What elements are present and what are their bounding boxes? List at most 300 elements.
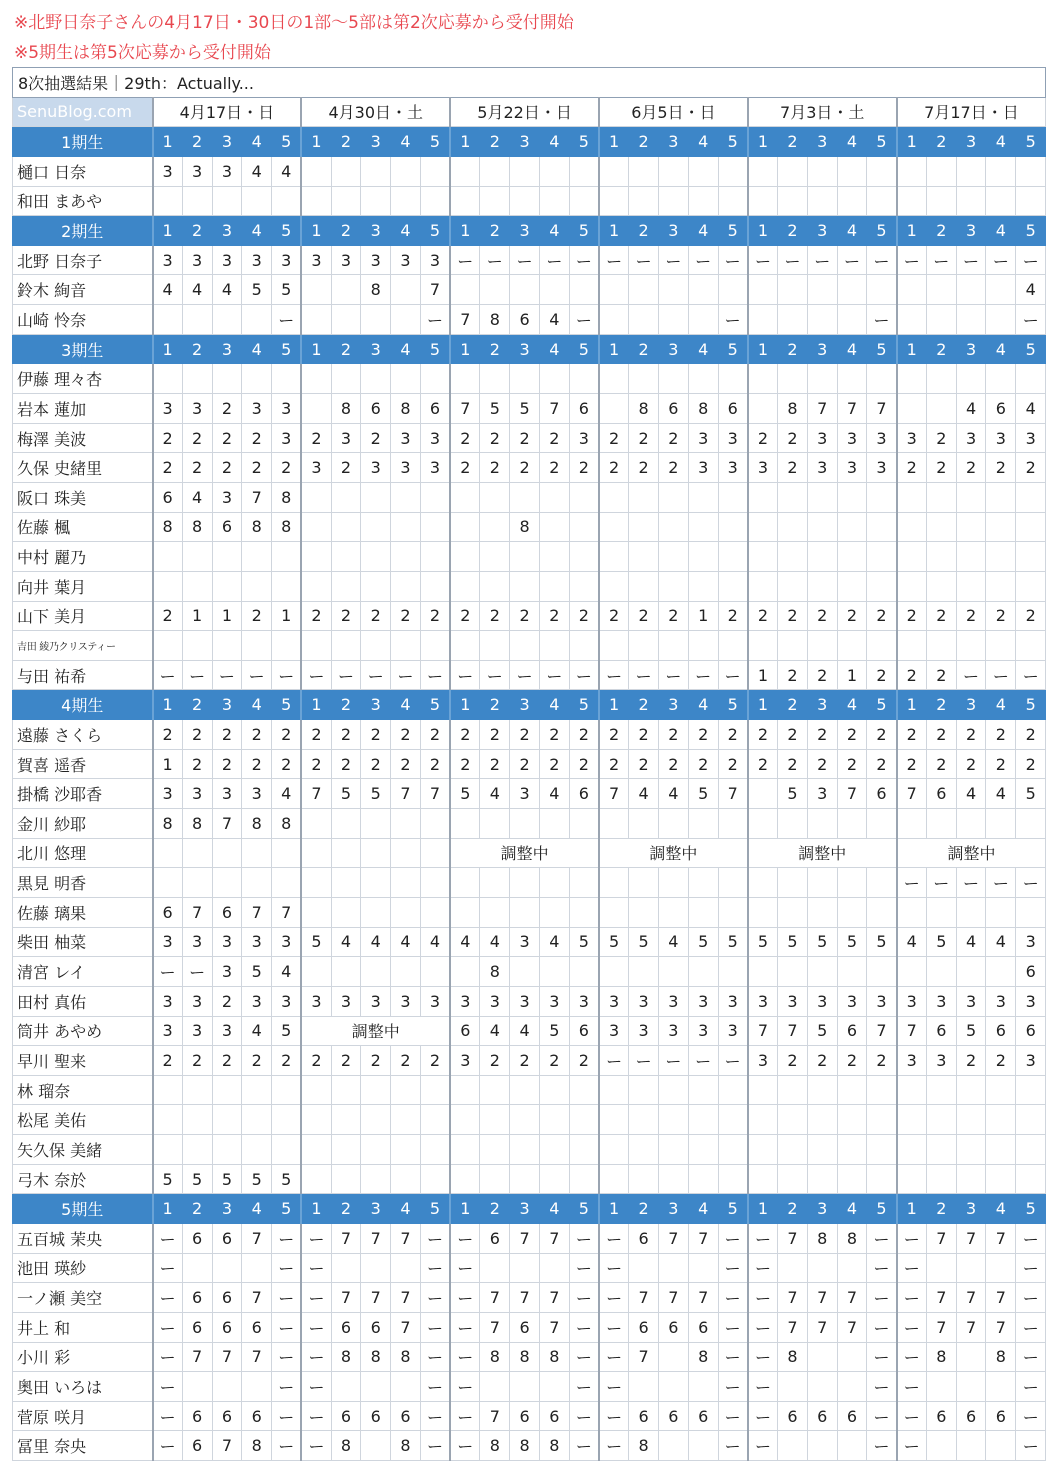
result-cell: 2 xyxy=(420,749,450,779)
result-cell: 7 xyxy=(599,779,629,809)
result-cell: 3 xyxy=(391,453,421,483)
result-cell xyxy=(480,868,510,898)
result-cell xyxy=(926,1135,956,1165)
result-cell xyxy=(867,897,897,927)
part-number: 2 xyxy=(480,216,510,246)
result-cell xyxy=(450,868,480,898)
result-cell: 6 xyxy=(153,482,183,512)
result-cell: 7 xyxy=(480,1312,510,1342)
result-cell: ー xyxy=(450,1312,480,1342)
result-cell: 4 xyxy=(420,927,450,957)
result-cell xyxy=(956,275,986,305)
result-cell xyxy=(956,364,986,394)
result-cell: 6 xyxy=(480,1223,510,1253)
result-cell xyxy=(212,1105,242,1135)
result-cell: 3 xyxy=(391,986,421,1016)
part-number: 1 xyxy=(897,1194,927,1224)
result-cell: 3 xyxy=(807,453,837,483)
result-cell: 6 xyxy=(867,779,897,809)
generation-header-row xyxy=(13,216,1046,246)
result-cell: ー xyxy=(718,1046,748,1076)
result-cell xyxy=(897,571,927,601)
result-cell: 3 xyxy=(1016,927,1046,957)
result-cell: 2 xyxy=(897,749,927,779)
result-cell xyxy=(301,482,331,512)
result-cell: 3 xyxy=(510,779,540,809)
part-number: 3 xyxy=(956,1194,986,1224)
result-cell: ー xyxy=(748,245,778,275)
result-cell xyxy=(837,897,867,927)
result-cell xyxy=(420,868,450,898)
result-cell xyxy=(867,156,897,186)
result-cell: 7 xyxy=(778,1283,808,1313)
result-cell xyxy=(331,542,361,572)
result-cell xyxy=(688,542,718,572)
result-cell: 2 xyxy=(331,720,361,750)
result-cell: 7 xyxy=(897,1016,927,1046)
result-cell: 6 xyxy=(510,1401,540,1431)
result-cell: 2 xyxy=(599,601,629,631)
result-cell: 7 xyxy=(539,1312,569,1342)
result-cell: 2 xyxy=(301,749,331,779)
result-cell: 3 xyxy=(629,1016,659,1046)
result-cell: 2 xyxy=(956,601,986,631)
result-cell xyxy=(272,868,302,898)
result-cell xyxy=(956,482,986,512)
result-cell: ー xyxy=(599,1223,629,1253)
result-cell xyxy=(778,897,808,927)
result-cell: 3 xyxy=(361,453,391,483)
result-cell: 7 xyxy=(956,1312,986,1342)
result-cell xyxy=(986,364,1016,394)
result-cell xyxy=(926,512,956,542)
part-number: 5 xyxy=(420,127,450,157)
result-cell: 7 xyxy=(629,1283,659,1313)
result-cell: 7 xyxy=(539,1283,569,1313)
result-cell: 2 xyxy=(807,601,837,631)
result-cell: 6 xyxy=(153,897,183,927)
result-cell: 5 xyxy=(748,927,778,957)
result-cell: 3 xyxy=(837,453,867,483)
result-cell: 7 xyxy=(926,1283,956,1313)
result-cell xyxy=(450,1135,480,1165)
result-cell xyxy=(926,275,956,305)
result-cell: 3 xyxy=(153,779,183,809)
result-cell xyxy=(718,1135,748,1165)
result-cell xyxy=(539,809,569,839)
result-cell xyxy=(926,1075,956,1105)
result-cell: ー xyxy=(748,1312,778,1342)
result-cell: 8 xyxy=(480,305,510,335)
result-cell xyxy=(182,542,212,572)
result-cell: 2 xyxy=(450,749,480,779)
result-cell xyxy=(629,1372,659,1402)
result-cell: 4 xyxy=(659,779,689,809)
result-cell xyxy=(450,571,480,601)
result-cell: 4 xyxy=(242,156,272,186)
result-cell: 2 xyxy=(510,423,540,453)
result-cell: ー xyxy=(153,1253,183,1283)
part-number: 2 xyxy=(182,127,212,157)
result-cell xyxy=(778,364,808,394)
result-cell xyxy=(1016,571,1046,601)
result-cell: 3 xyxy=(688,453,718,483)
result-cell: 3 xyxy=(242,927,272,957)
result-cell: ー xyxy=(450,660,480,690)
result-cell xyxy=(272,1075,302,1105)
result-cell: 5 xyxy=(599,927,629,957)
part-number: 3 xyxy=(212,334,242,364)
result-cell: ー xyxy=(539,660,569,690)
result-cell: 6 xyxy=(182,1283,212,1313)
result-cell xyxy=(539,897,569,927)
result-cell: ー xyxy=(599,245,629,275)
result-cell xyxy=(361,1431,391,1461)
result-cell: 2 xyxy=(212,394,242,424)
part-number: 2 xyxy=(926,127,956,157)
result-cell: 6 xyxy=(182,1401,212,1431)
part-number: 3 xyxy=(807,690,837,720)
result-cell: 7 xyxy=(837,1283,867,1313)
result-cell xyxy=(569,1135,599,1165)
result-cell: ー xyxy=(629,245,659,275)
result-cell xyxy=(420,838,450,868)
member-row xyxy=(13,1342,1046,1372)
result-cell xyxy=(242,868,272,898)
notice-5th-gen: ※5期生は第5次応募から受付開始 xyxy=(14,43,271,63)
member-row xyxy=(13,809,1046,839)
result-cell: 3 xyxy=(837,423,867,453)
result-cell: ー xyxy=(450,1401,480,1431)
part-number: 3 xyxy=(510,334,540,364)
part-number: 3 xyxy=(361,334,391,364)
part-number: 5 xyxy=(272,216,302,246)
result-cell: 2 xyxy=(212,749,242,779)
result-cell xyxy=(718,542,748,572)
result-cell: 2 xyxy=(153,1046,183,1076)
result-cell xyxy=(807,512,837,542)
result-cell xyxy=(837,1105,867,1135)
result-cell: ー xyxy=(629,1046,659,1076)
result-cell xyxy=(897,186,927,216)
result-cell xyxy=(629,957,659,987)
part-number: 3 xyxy=(361,216,391,246)
result-cell xyxy=(807,542,837,572)
result-cell: 3 xyxy=(242,986,272,1016)
result-cell: 3 xyxy=(182,394,212,424)
result-cell xyxy=(480,542,510,572)
part-number: 1 xyxy=(897,127,927,157)
result-cell xyxy=(450,1164,480,1194)
result-cell xyxy=(807,1253,837,1283)
result-cell: 8 xyxy=(391,1431,421,1461)
result-cell xyxy=(659,482,689,512)
result-cell xyxy=(539,542,569,572)
result-cell: 7 xyxy=(926,1223,956,1253)
part-number: 1 xyxy=(450,1194,480,1224)
generation-label: 3期生 xyxy=(13,334,153,364)
result-cell xyxy=(867,571,897,601)
result-cell xyxy=(926,1164,956,1194)
result-cell xyxy=(629,809,659,839)
result-cell xyxy=(361,156,391,186)
result-cell xyxy=(807,957,837,987)
result-cell xyxy=(1016,156,1046,186)
result-cell: ー xyxy=(450,1431,480,1461)
part-number: 4 xyxy=(688,216,718,246)
result-cell xyxy=(212,1372,242,1402)
result-cell: ー xyxy=(986,245,1016,275)
result-cell: 2 xyxy=(867,720,897,750)
part-number: 5 xyxy=(718,216,748,246)
result-cell xyxy=(688,1431,718,1461)
result-cell: ー xyxy=(569,660,599,690)
result-cell: 2 xyxy=(718,601,748,631)
result-cell: 2 xyxy=(659,453,689,483)
result-cell xyxy=(688,571,718,601)
result-cell: 2 xyxy=(1016,601,1046,631)
result-cell: ー xyxy=(897,868,927,898)
result-cell xyxy=(153,186,183,216)
result-cell xyxy=(748,868,778,898)
result-cell xyxy=(182,1372,212,1402)
result-cell: 3 xyxy=(956,986,986,1016)
result-cell: 2 xyxy=(659,749,689,779)
result-cell: 4 xyxy=(510,1016,540,1046)
result-cell: 2 xyxy=(569,601,599,631)
result-cell xyxy=(986,482,1016,512)
result-cell: 7 xyxy=(926,1312,956,1342)
result-cell: ー xyxy=(956,868,986,898)
result-cell: 3 xyxy=(659,1016,689,1046)
result-cell: 3 xyxy=(153,394,183,424)
result-cell xyxy=(212,305,242,335)
result-cell: 7 xyxy=(837,394,867,424)
result-cell xyxy=(153,1135,183,1165)
result-cell xyxy=(182,364,212,394)
result-cell: 5 xyxy=(301,927,331,957)
result-cell: 2 xyxy=(897,720,927,750)
result-cell: 7 xyxy=(212,809,242,839)
result-cell: 2 xyxy=(450,453,480,483)
result-cell: ー xyxy=(897,1223,927,1253)
result-cell xyxy=(569,1075,599,1105)
result-cell xyxy=(629,1135,659,1165)
result-cell: 2 xyxy=(242,720,272,750)
result-cell: 5 xyxy=(361,779,391,809)
part-number: 1 xyxy=(301,216,331,246)
result-cell: ー xyxy=(867,1431,897,1461)
result-cell xyxy=(301,1105,331,1135)
part-number: 2 xyxy=(480,1194,510,1224)
result-cell: 6 xyxy=(1016,1016,1046,1046)
member-row xyxy=(13,1075,1046,1105)
result-cell: 2 xyxy=(331,601,361,631)
result-cell xyxy=(450,364,480,394)
result-cell: 3 xyxy=(659,986,689,1016)
result-cell: 7 xyxy=(867,394,897,424)
result-cell xyxy=(182,1135,212,1165)
result-cell xyxy=(480,512,510,542)
part-number: 3 xyxy=(510,690,540,720)
result-cell: 2 xyxy=(897,453,927,483)
result-cell: 6 xyxy=(778,1401,808,1431)
result-cell: 5 xyxy=(778,927,808,957)
result-cell: 2 xyxy=(212,986,242,1016)
result-cell xyxy=(420,809,450,839)
result-cell: 2 xyxy=(301,1046,331,1076)
result-cell xyxy=(629,1105,659,1135)
result-cell: ー xyxy=(1016,245,1046,275)
part-number: 2 xyxy=(331,127,361,157)
result-cell: 2 xyxy=(718,749,748,779)
result-cell xyxy=(391,1164,421,1194)
result-cell xyxy=(361,1253,391,1283)
result-cell: 7 xyxy=(986,1283,1016,1313)
member-name: 冨里 奈央 xyxy=(13,1431,153,1461)
result-cell xyxy=(659,631,689,661)
result-cell xyxy=(539,631,569,661)
result-cell: 3 xyxy=(926,986,956,1016)
result-cell xyxy=(480,156,510,186)
result-cell: 6 xyxy=(212,1312,242,1342)
result-cell: 3 xyxy=(926,1046,956,1076)
result-cell xyxy=(986,1372,1016,1402)
result-cell xyxy=(391,1105,421,1135)
result-cell: 2 xyxy=(926,601,956,631)
result-cell: 7 xyxy=(331,1223,361,1253)
result-cell xyxy=(301,571,331,601)
result-cell xyxy=(510,631,540,661)
result-cell: 2 xyxy=(182,1046,212,1076)
part-number: 4 xyxy=(688,127,718,157)
part-number: 5 xyxy=(569,216,599,246)
result-cell: ー xyxy=(1016,1253,1046,1283)
result-cell xyxy=(837,809,867,839)
result-cell xyxy=(420,1135,450,1165)
date-header-row xyxy=(13,97,1046,127)
result-cell xyxy=(391,542,421,572)
member-name: 五百城 茉央 xyxy=(13,1223,153,1253)
result-cell: 2 xyxy=(629,720,659,750)
result-cell xyxy=(837,482,867,512)
part-number: 5 xyxy=(718,1194,748,1224)
result-cell xyxy=(391,838,421,868)
part-number: 1 xyxy=(153,216,183,246)
result-cell: ー xyxy=(1016,1312,1046,1342)
result-cell: ー xyxy=(897,1401,927,1431)
part-number: 1 xyxy=(153,334,183,364)
result-cell xyxy=(718,275,748,305)
result-cell xyxy=(629,305,659,335)
part-number: 5 xyxy=(272,127,302,157)
result-cell: 3 xyxy=(629,986,659,1016)
result-cell xyxy=(956,1342,986,1372)
result-cell xyxy=(331,156,361,186)
result-cell: 2 xyxy=(986,601,1016,631)
result-cell: 7 xyxy=(897,779,927,809)
result-cell xyxy=(956,186,986,216)
result-cell xyxy=(837,275,867,305)
result-cell xyxy=(361,305,391,335)
result-cell xyxy=(718,868,748,898)
member-row xyxy=(13,305,1046,335)
result-cell: 3 xyxy=(420,245,450,275)
result-cell xyxy=(420,482,450,512)
part-number: 1 xyxy=(748,216,778,246)
result-cell: 3 xyxy=(867,423,897,453)
member-name: 早川 聖来 xyxy=(13,1046,153,1076)
result-cell xyxy=(391,1075,421,1105)
result-cell: 2 xyxy=(212,720,242,750)
result-cell xyxy=(301,868,331,898)
result-cell: ー xyxy=(897,1431,927,1461)
result-cell xyxy=(510,897,540,927)
result-cell: 2 xyxy=(897,601,927,631)
result-cell xyxy=(837,156,867,186)
result-cell: ー xyxy=(153,1342,183,1372)
result-cell xyxy=(956,512,986,542)
result-cell xyxy=(807,305,837,335)
result-cell: 2 xyxy=(153,453,183,483)
result-cell xyxy=(361,1135,391,1165)
result-cell xyxy=(599,1105,629,1135)
result-cell: ー xyxy=(599,1401,629,1431)
member-row xyxy=(13,868,1046,898)
result-cell xyxy=(956,571,986,601)
result-cell xyxy=(688,868,718,898)
result-cell xyxy=(1016,631,1046,661)
part-number: 2 xyxy=(480,334,510,364)
result-cell xyxy=(391,364,421,394)
result-cell: ー xyxy=(1016,1431,1046,1461)
part-number: 3 xyxy=(659,1194,689,1224)
result-cell: 5 xyxy=(153,1164,183,1194)
result-cell: ー xyxy=(599,1046,629,1076)
result-cell: 8 xyxy=(778,394,808,424)
result-cell xyxy=(629,482,659,512)
result-cell: 2 xyxy=(510,1046,540,1076)
result-cell: 2 xyxy=(450,720,480,750)
result-cell xyxy=(361,868,391,898)
result-cell xyxy=(420,631,450,661)
result-cell: 2 xyxy=(867,749,897,779)
part-number: 4 xyxy=(539,1194,569,1224)
result-cell xyxy=(837,542,867,572)
result-cell: 2 xyxy=(569,749,599,779)
member-row xyxy=(13,1135,1046,1165)
result-cell: 2 xyxy=(331,749,361,779)
result-cell xyxy=(807,1342,837,1372)
member-name: 山下 美月 xyxy=(13,601,153,631)
result-cell xyxy=(688,631,718,661)
result-cell: 5 xyxy=(807,1016,837,1046)
result-cell xyxy=(837,571,867,601)
result-cell: ー xyxy=(182,660,212,690)
result-cell xyxy=(539,275,569,305)
member-row xyxy=(13,720,1046,750)
member-name: 吉田 綾乃クリスティー xyxy=(13,631,153,661)
result-cell xyxy=(599,631,629,661)
result-cell xyxy=(182,838,212,868)
result-cell: 4 xyxy=(272,156,302,186)
result-cell xyxy=(629,631,659,661)
result-cell xyxy=(837,305,867,335)
result-cell: 4 xyxy=(956,779,986,809)
generation-header-row xyxy=(13,127,1046,157)
result-cell: 5 xyxy=(569,927,599,957)
result-cell: ー xyxy=(153,1372,183,1402)
